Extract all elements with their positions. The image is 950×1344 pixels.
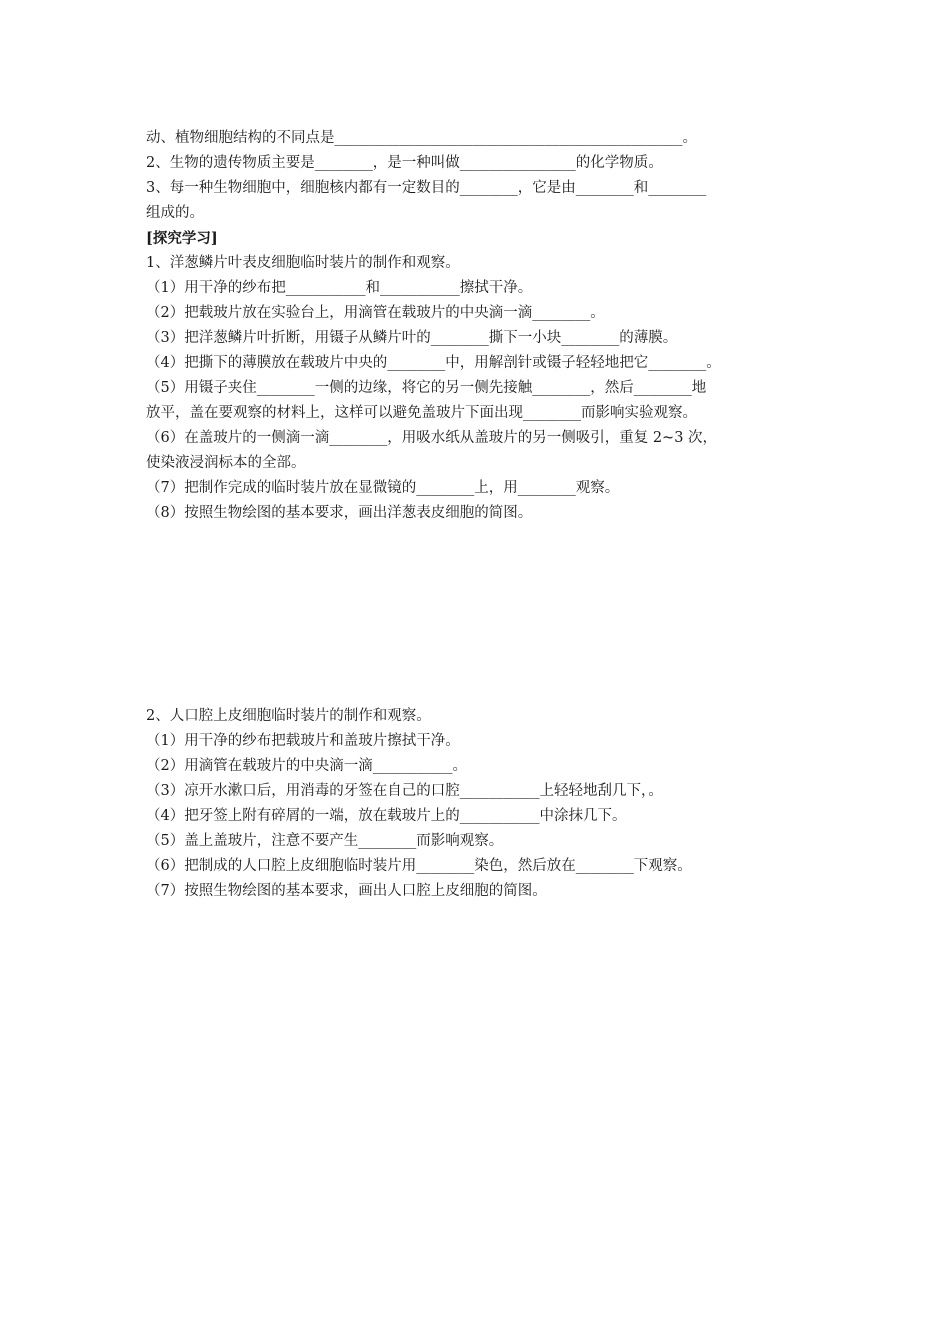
cheek-step: （1）用干净的纱布把载玻片和盖玻片擦拭干净。 xyxy=(146,733,460,749)
cheek-step: （3）凉开水漱口后，用消毒的牙签在自己的口腔___________上轻轻地刮几下，。 xyxy=(146,783,663,799)
onion-step: （2）把载玻片放在实验台上，用滴管在载玻片的中央滴一滴________。 xyxy=(146,305,605,321)
onion-step: （3）把洋葱鳞片叶折断，用镊子从鳞片叶的________撕下一小块________的薄膜。 xyxy=(146,330,678,346)
text-line: 2、生物的遗传物质主要是________，是一种叫做________________的化学物质。 xyxy=(146,155,663,171)
onion-step: （5）用镊子夹住________一侧的边缘，将它的另一侧先接触________，然后________地 xyxy=(146,380,707,396)
text-line: 动、植物细胞结构的不同点是________________________________________________。 xyxy=(146,130,697,146)
onion-step: （8）按照生物绘图的基本要求，画出洋葱表皮细胞的简图。 xyxy=(146,505,533,521)
cheek-step: （4）把牙签上附有碎屑的一端，放在载玻片上的___________中涂抹几下。 xyxy=(146,808,627,824)
onion-step: 放平，盖在要观察的材料上，这样可以避免盖玻片下面出现________而影响实验观察。 xyxy=(146,405,697,421)
text-line: 组成的。 xyxy=(146,205,204,221)
text-line: 3、每一种生物细胞中，细胞核内都有一定数目的________，它是由________和________ xyxy=(146,180,707,196)
cheek-step: （5）盖上盖玻片，注意不要产生________而影响观察。 xyxy=(146,833,504,849)
onion-step: （6）在盖玻片的一侧滴一滴________，用吸水纸从盖玻片的另一侧吸引，重复 2~3 次， xyxy=(146,430,718,446)
onion-step: （7）把制作完成的临时装片放在显微镜的________上，用________观察。 xyxy=(146,480,620,496)
onion-step: （4）把撕下的薄膜放在载玻片中央的________中，用解剖针或镊子轻轻地把它________。 xyxy=(146,355,721,371)
onion-step: 使染液浸润标本的全部。 xyxy=(146,455,306,471)
cheek-title: 2、人口腔上皮细胞临时装片的制作和观察。 xyxy=(146,708,431,724)
cheek-step: （7）按照生物绘图的基本要求，画出人口腔上皮细胞的简图。 xyxy=(146,883,547,899)
onion-title: 1、洋葱鳞片叶表皮细胞临时装片的制作和观察。 xyxy=(146,255,460,271)
document-content xyxy=(146,126,810,904)
cheek-step: （2）用滴管在载玻片的中央滴一滴___________。 xyxy=(146,758,467,774)
cheek-step: （6）把制成的人口腔上皮细胞临时装片用________染色，然后放在________下观察。 xyxy=(146,858,692,874)
drawing-space xyxy=(146,526,810,704)
section-heading: [探究学习] xyxy=(146,230,218,247)
onion-step: （1）用干净的纱布把___________和___________擦拭干净。 xyxy=(146,280,533,296)
